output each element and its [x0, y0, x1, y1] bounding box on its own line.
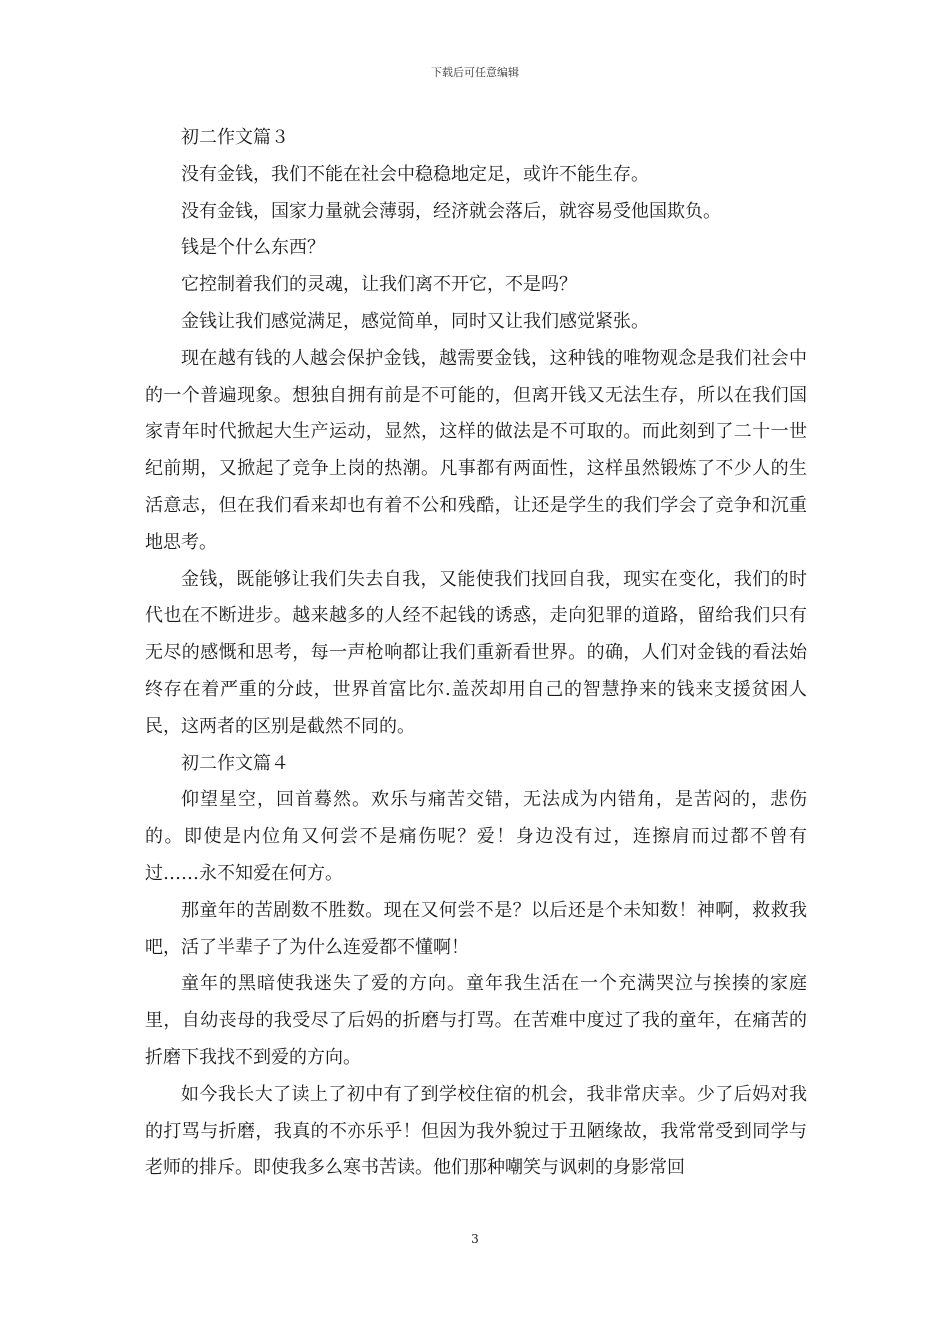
paragraph: 没有金钱，国家力量就会薄弱，经济就会落后，就容易受他国欺负。 [181, 200, 721, 222]
document-body [145, 120, 807, 1187]
paragraph: 现在越有钱的人越会保护金钱，越需要金钱，这种钱的唯物观念是我们社会中的一个普遍现象。想独自拥有前是不可能的，但离开钱又无法生存，所以在我们国家青年时代掀起大生产运动，显然，这样的做法是不可取的。而此刻到了二十一世纪前期，又掀起了竞争上岗的热潮。凡事都有两面性，这样虽然锻炼了不少人的生活意志，但在我们看来却也有着不公和残酷，让还是学生的我们学会了竞争和沉重地思考。 [145, 347, 807, 553]
paragraph: 没有金钱，我们不能在社会中稳稳地定足，或许不能生存。 [181, 163, 649, 185]
paragraph: 童年的黑暗使我迷失了爱的方向。童年我生活在一个充满哭泣与挨揍的家庭里，自幼丧母的我受尽了后妈的折磨与打骂。在苦难中度过了我的童年，在痛苦的折磨下我找不到爱的方向。 [145, 973, 807, 1068]
paragraph: 它控制着我们的灵魂，让我们离不开它，不是吗？ [181, 274, 577, 296]
paragraph: 那童年的苦剧数不胜数。现在又何尝不是？以后还是个未知数！神啊，救救我吧，活了半辈子了为什么连爱都不懂啊！ [145, 899, 807, 958]
section-heading: 初二作文篇３ [181, 127, 289, 148]
paragraph: 如今我长大了读上了初中有了到学校住宿的机会，我非常庆幸。少了后妈对我的打骂与折磨，我真的不亦乐乎！但因为我外貌过于丑陋缘故，我常常受到同学与老师的排斥。即使我多么寒书苦读。他们那种嘲笑与讽刺的身影常回 [145, 1083, 807, 1179]
paragraph: 金钱让我们感觉满足，感觉简单，同时又让我们感觉紧张。 [181, 310, 649, 332]
paragraph: 金钱，既能够让我们失去自我，又能使我们找回自我，现实在变化，我们的时代也在不断进步。越来越多的人经不起钱的诱惑，走向犯罪的道路，留给我们只有无尽的感慨和思考，每一声枪响都让我们重新看世界。的确，人们对金钱的看法始终存在着严重的分歧，世界首富比尔.盖茨却用自己的智慧挣来的钱来支援贫困人民，这两者的区别是截然不同的。 [145, 568, 807, 737]
section-heading: 初二作文篇４ [181, 752, 289, 774]
page-header: 下载后可任意编辑 [431, 66, 519, 79]
page-number: 3 [471, 1232, 479, 1246]
paragraph: 钱是个什么东西？ [181, 237, 325, 259]
paragraph: 仰望星空，回首蓦然。欢乐与痛苦交错，无法成为内错角，是苦闷的，悲伤的。即使是内位角又何尝不是痛伤呢？爱！身边没有过，连擦肩而过都不曾有过……永不知爱在何方。 [145, 789, 807, 884]
